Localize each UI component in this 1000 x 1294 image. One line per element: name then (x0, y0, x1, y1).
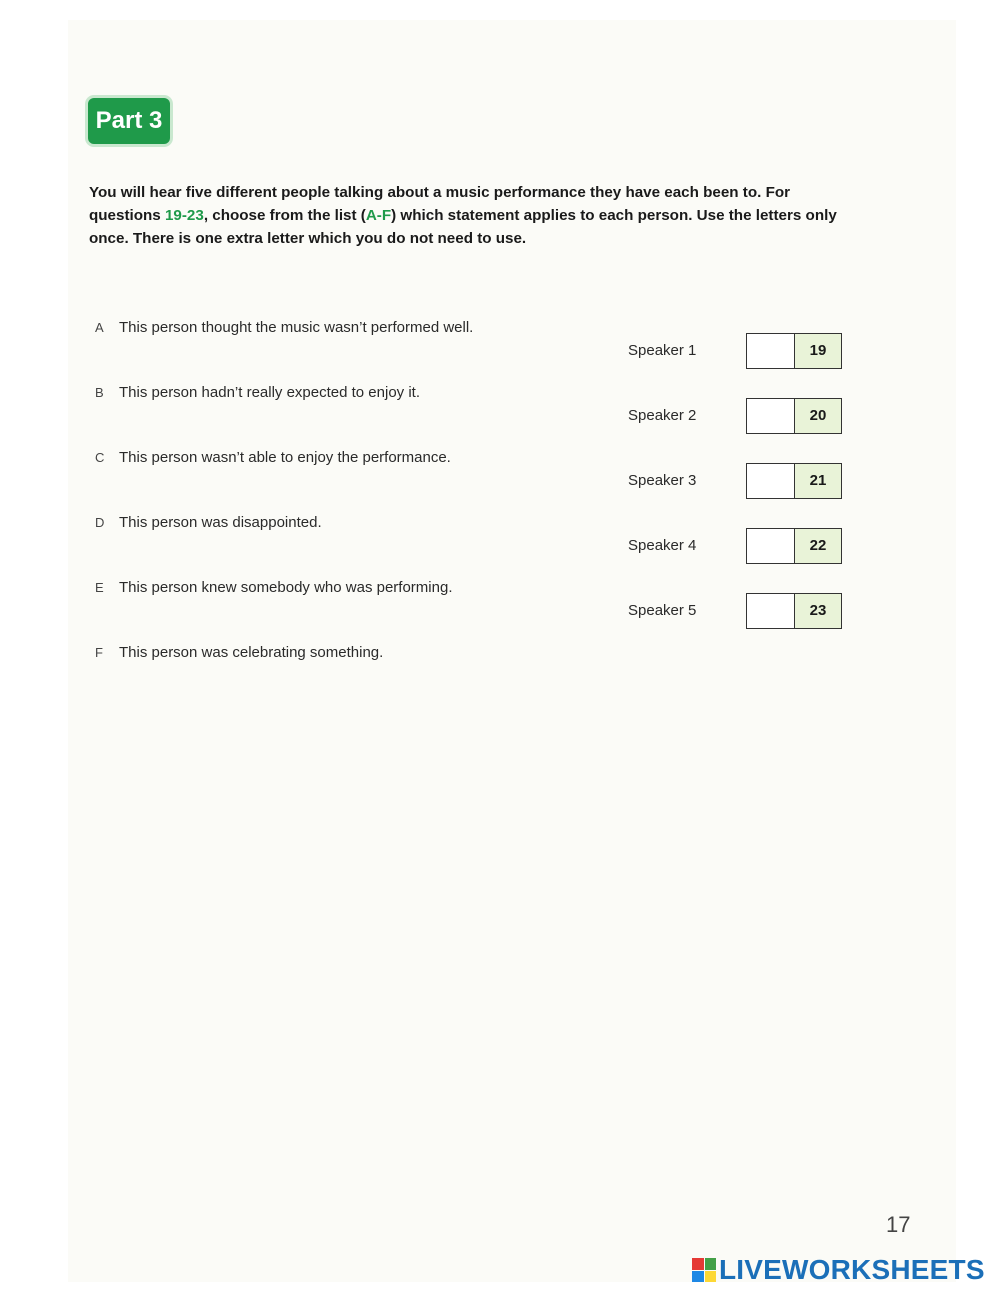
option-text: This person thought the music wasn’t performed well. (119, 319, 474, 336)
question-number: 23 (795, 594, 841, 628)
liveworksheets-icon (692, 1258, 716, 1282)
answer-input[interactable] (747, 594, 795, 628)
speaker-4-label: Speaker 4 (628, 537, 697, 554)
question-number: 19 (795, 334, 841, 368)
option-letter: C (95, 450, 105, 465)
option-d (95, 514, 322, 531)
option-text: This person was celebrating something. (119, 644, 384, 661)
part-badge: Part 3 (88, 98, 170, 144)
question-number: 21 (795, 464, 841, 498)
brand-name: LIVEWORKSHEETS (719, 1254, 985, 1285)
instructions-text-1: You will hear five different people talking about a music performance they have each been to. For questions (89, 184, 791, 224)
option-f (95, 644, 383, 661)
answer-input[interactable] (747, 529, 795, 563)
option-c (95, 449, 451, 466)
option-text: This person knew somebody who was performing. (119, 579, 453, 596)
speaker-3-label: Speaker 3 (628, 472, 697, 489)
instructions-text-2: , choose from the list ( (203, 207, 366, 224)
instructions (89, 181, 849, 250)
answer-box-19 (746, 333, 842, 369)
option-a (95, 319, 473, 336)
option-e (95, 579, 453, 596)
option-letter: D (95, 515, 105, 530)
answer-box-21 (746, 463, 842, 499)
speaker-2-label: Speaker 2 (628, 407, 697, 424)
page-number: 17 (886, 1212, 911, 1237)
letter-range: A-F (365, 207, 392, 224)
option-letter: A (95, 320, 104, 335)
question-range: 19-23 (164, 207, 204, 224)
option-text: This person hadn’t really expected to enjoy it. (119, 384, 421, 401)
question-number: 22 (795, 529, 841, 563)
answer-input[interactable] (747, 399, 795, 433)
question-number: 20 (795, 399, 841, 433)
answer-box-23 (746, 593, 842, 629)
option-letter: F (95, 645, 103, 660)
speaker-1-label: Speaker 1 (628, 342, 697, 359)
option-letter: E (95, 580, 104, 595)
option-text: This person was disappointed. (119, 514, 322, 531)
answer-box-20 (746, 398, 842, 434)
speaker-5-label: Speaker 5 (628, 602, 697, 619)
instructions-text-3: ) which statement applies to each person. Use the letters only once. There is one extra letter which you do not need to use. (89, 207, 837, 247)
answer-box-22 (746, 528, 842, 564)
option-text: This person wasn’t able to enjoy the performance. (119, 449, 451, 466)
option-b (95, 384, 420, 401)
brand-logo[interactable] (692, 1255, 985, 1285)
option-letter: B (95, 385, 104, 400)
answer-input[interactable] (747, 334, 795, 368)
answer-input[interactable] (747, 464, 795, 498)
